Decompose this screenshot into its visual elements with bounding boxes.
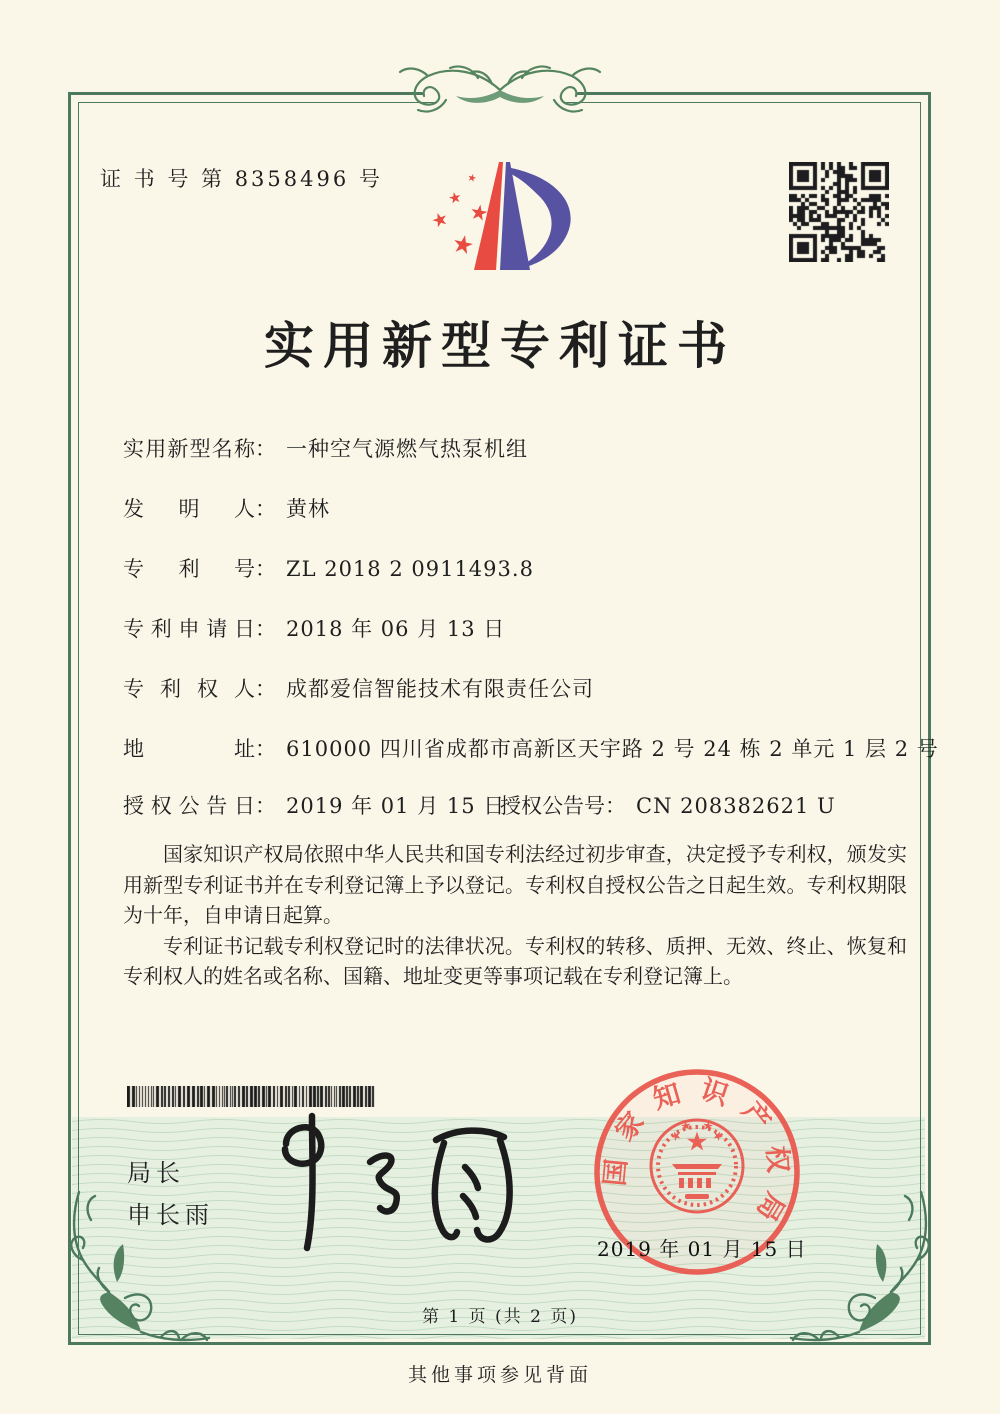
field-row-patent-number [123,553,534,583]
handwritten-signature-icon [252,1104,522,1256]
field-label: 授权公告日 [123,794,255,818]
grant-number-value: CN 208382621 U [636,794,836,818]
field-colon: ： [605,794,626,818]
field-value: 黄林 [286,497,330,521]
back-note: 其他事项参见背面 [407,1364,592,1386]
field-colon: ： [255,617,276,641]
seal-org-text: 国家知识产权局 [599,1073,795,1240]
field-value: 610000 四川省成都市高新区天宇路 2 号 24 栋 2 单元 1 层 2 号 [286,737,939,761]
field-row-filing-date [123,613,505,643]
officer-name: 申长雨 [127,1201,214,1229]
field-value: 一种空气源燃气热泵机组 [286,437,528,461]
qr-code-icon [789,162,889,262]
field-colon: ： [255,794,276,818]
field-colon: ： [255,677,276,701]
field-row-name [123,433,528,463]
legal-paragraph-2: 专利证书记载专利权登记时的法律状况。专利权的转移、质押、无效、终止、恢复和专利权人的姓名或名称、国籍、地址变更等事项记载在专利登记簿上。 [123,933,907,988]
seal-date: 2019 年 01 月 15 日 [597,1237,807,1261]
field-colon: ： [255,437,276,461]
field-colon: ： [255,497,276,521]
field-label: 地址 [123,737,255,761]
field-row-patentee [123,673,594,703]
pagination: 第 1 页 (共 2 页) [422,1307,578,1327]
page-title: 实用新型专利证书 [264,316,736,375]
cnipa-logo-icon [416,156,576,278]
field-label: 专利号 [123,557,255,581]
field-label: 专利申请日 [123,617,255,641]
field-label: 实用新型名称 [123,437,255,461]
field-colon: ： [255,557,276,581]
grant-number-group [500,790,836,820]
field-colon: ： [255,737,276,761]
field-row-inventor [123,493,330,523]
officer-block [127,1152,214,1236]
field-value: 成都爱信智能技术有限责任公司 [286,677,594,701]
legal-paragraph-1: 国家知识产权局依照中华人民共和国专利法经过初步审查，决定授予专利权，颁发实用新型专利证书并在专利登记簿上予以登记。专利权自授权公告之日起生效。专利权期限为十年，自申请日起算。 [123,842,907,927]
field-label: 专利权人 [123,677,255,701]
grant-date-value: 2019 年 01 月 15 日 [286,794,506,818]
top-border-ornament-icon [350,60,650,118]
officer-title: 局长 [127,1159,185,1187]
legal-text [123,839,907,992]
field-value: 2018 年 06 月 13 日 [286,617,506,641]
field-label: 授权公告号 [500,794,605,818]
certificate-number: 证 书 号 第 8358496 号 [100,167,383,191]
field-row-grant [123,790,907,820]
field-value: ZL 2018 2 0911493.8 [286,557,534,581]
field-label: 发明人 [123,497,255,521]
field-row-address [123,733,939,763]
